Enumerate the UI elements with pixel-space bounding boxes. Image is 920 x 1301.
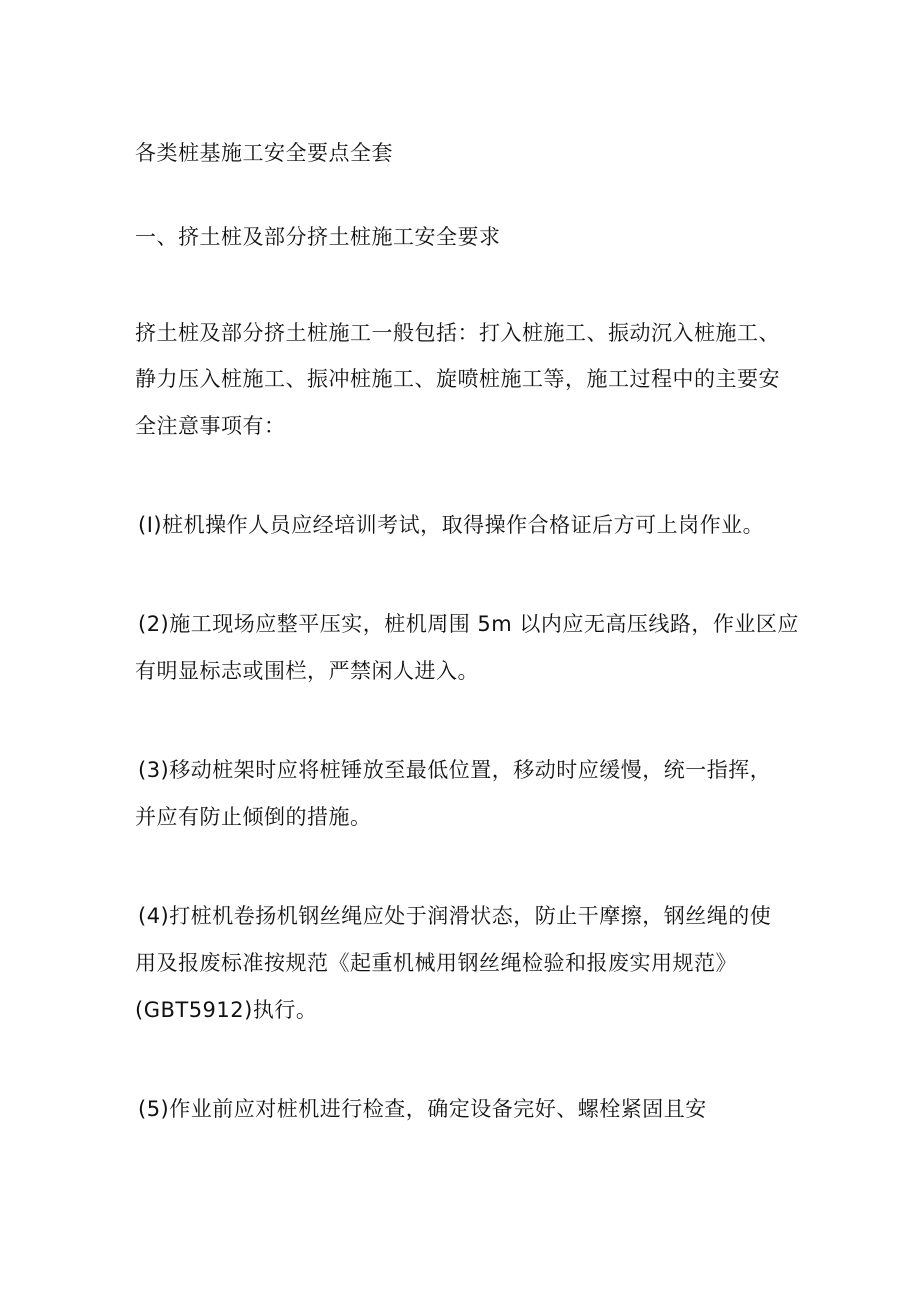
list-item-3-line: (3)移动桩架时应将桩锤放至最低位置，移动时应缓慢，统一指挥， <box>138 758 772 782</box>
list-item-5-line: (5)作业前应对桩机进行检查，确定设备完好、螺栓紧固且安 <box>138 1097 707 1121</box>
list-item-4-line: (4)打桩机卷扬机钢丝绳应处于润滑状态，防止干摩擦，钢丝绳的使 <box>138 904 772 928</box>
list-item-2-line: 有明显标志或围栏，严禁闲人进入。 <box>135 659 479 683</box>
list-item-2-line: (2)施工现场应整平压实，桩机周围 5m 以内应无高压线路，作业区应 <box>138 612 799 636</box>
section-heading: 一、挤土桩及部分挤土桩施工安全要求 <box>135 225 501 249</box>
list-item-1-line: (I)桩机操作人员应经培训考试，取得操作合格证后方可上岗作业。 <box>138 513 765 537</box>
intro-line: 静力压入桩施工、振冲桩施工、旋喷桩施工等，施工过程中的主要安 <box>135 367 780 391</box>
document-title: 各类桩基施工安全要点全套 <box>135 141 393 165</box>
list-item-4-line: (GBT5912)执行。 <box>135 998 318 1022</box>
list-item-4-line: 用及报废标准按规范《起重机械用钢丝绳检验和报废实用规范》 <box>135 951 737 975</box>
list-item-3-line: 并应有防止倾倒的措施。 <box>135 805 372 829</box>
intro-line: 全注意事项有： <box>135 414 286 438</box>
intro-line: 挤土桩及部分挤土桩施工一般包括：打入桩施工、振动沉入桩施工、 <box>135 321 780 345</box>
